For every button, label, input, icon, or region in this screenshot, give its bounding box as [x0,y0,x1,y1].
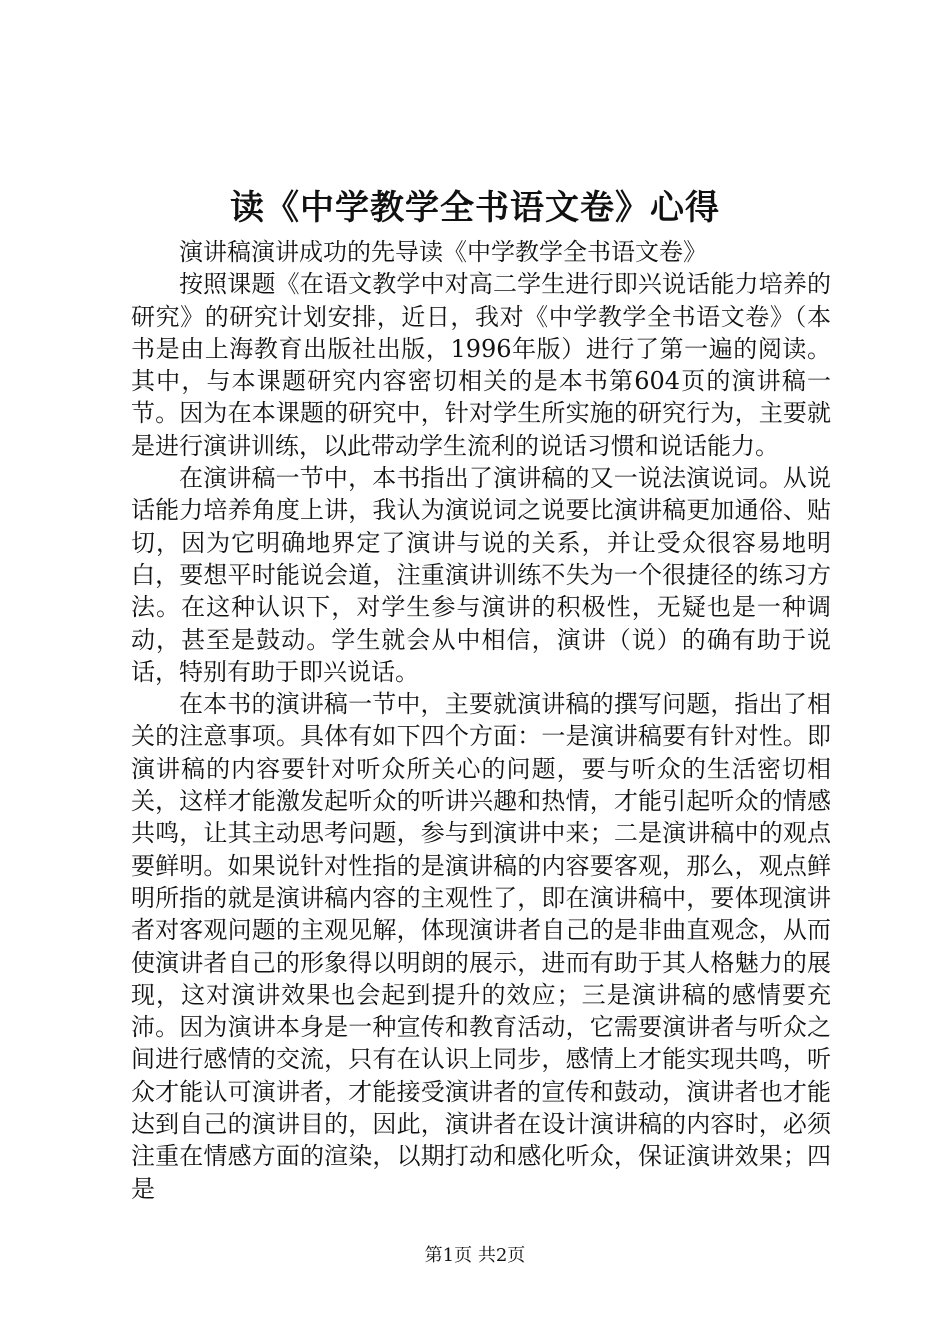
paragraph-1: 按照课题《在语文教学中对高二学生进行即兴说话能力培养的研究》的研究计划安排，近日，我对《中学教学全书语文卷》（本书是由上海教育出版社出版，1996年版）进行了第一遍的阅读。其中，与本课题研究内容密切相关的是本书第604页的演讲稿一节。因为在本课题的研究中，针对学生所实施的研究行为，主要就是进行演讲训练，以此带动学生流利的说话习惯和说话能力。 [131,270,831,460]
document-title: 读《中学教学全书语文卷》心得 [230,188,720,228]
paragraph-intro: 演讲稿演讲成功的先导读《中学教学全书语文卷》 [179,238,707,266]
paragraph-2: 在演讲稿一节中，本书指出了演讲稿的又一说法演说词。从说话能力培养角度上讲，我认为演说词之说要比演讲稿更加通俗、贴切，因为它明确地界定了演讲与说的关系，并让受众很容易地明白，要想平时能说会道，注重演讲训练不失为一个很捷径的练习方法。在这种认识下，对学生参与演讲的积极性，无疑也是一种调动，甚至是鼓动。学生就会从中相信，演讲（说）的确有助于说话，特别有助于即兴说话。 [131,464,831,686]
page-number-footer: 第1页 共2页 [424,1245,526,1266]
paragraph-3: 在本书的演讲稿一节中，主要就演讲稿的撰写问题，指出了相关的注意事项。具体有如下四个方面：一是演讲稿要有针对性。即演讲稿的内容要针对听众所关心的问题，要与听众的生活密切相关，这样才能激发起听众的听讲兴趣和热情，才能引起听众的情感共鸣，让其主动思考问题，参与到演讲中来；二是演讲稿中的观点要鲜明。如果说针对性指的是演讲稿的内容要客观，那么，观点鲜明所指的就是演讲稿内容的主观性了，即在演讲稿中，要体现演讲者对客观问题的主观见解，体现演讲者自己的是非曲直观念，从而使演讲者自己的形象得以明朗的展示，进而有助于其人格魅力的展现，这对演讲效果也会起到提升的效应；三是演讲稿的感情要充沛。因为演讲本身是一种宣传和教育活动，它需要演讲者与听众之间进行感情的交流，只有在认识上同步，感情上才能实现共鸣，听众才能认可演讲者，才能接受演讲者的宣传和鼓动，演讲者也才能达到自己的演讲目的，因此，演讲者在设计演讲稿的内容时，必须注重在情感方面的渲染，以期打动和感化听众，保证演讲效果；四是 [131,690,831,1203]
document-body [131,236,831,1205]
